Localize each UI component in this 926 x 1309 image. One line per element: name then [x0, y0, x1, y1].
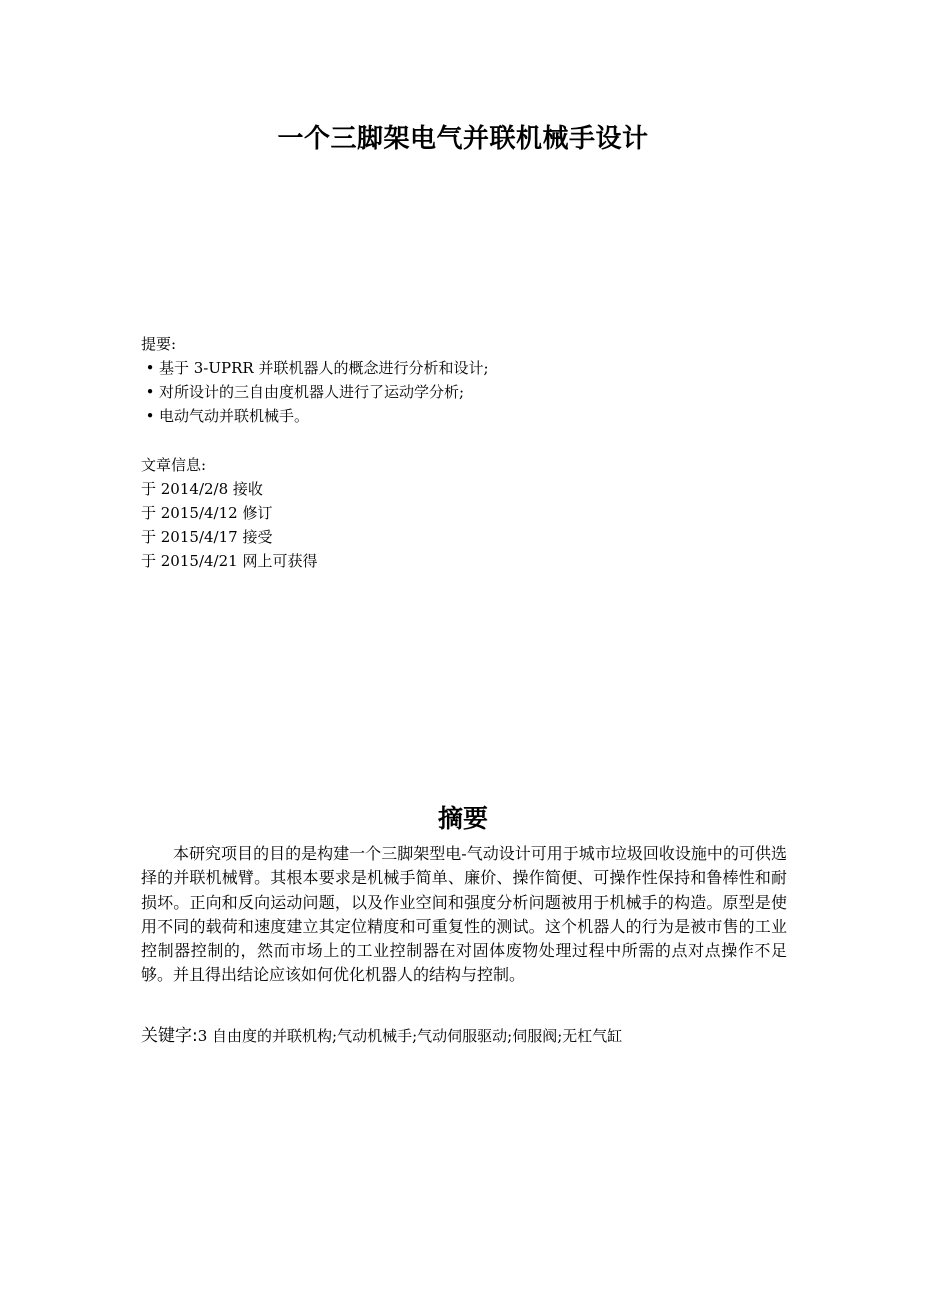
abstract-body: 本研究项目的目的是构建一个三脚架型电-气动设计可用于城市垃圾回收设施中的可供选择的并联机械臂。其根本要求是机械手简单、廉价、操作简便、可操作性保持和鲁棒性和耐损坏。正向和反向运动问题，以及作业空间和强度分析问题被用于机械手的构造。原型是使用不同的载荷和速度建立其定位精度和可重复性的测试。这个机器人的行为是被市售的工业控制器控制的，然而市场上的工业控制器在对固体废物处理过程中所需的点对点操作不足够。并且得出结论应该如何优化机器人的结构与控制。	[141, 844, 787, 985]
history-accepted: 于 2015/4/17 接受	[141, 528, 273, 546]
abstract-heading: 摘要	[437, 804, 488, 833]
history-received: 于 2014/2/8 接收	[141, 480, 263, 498]
highlight-text: 电动气动并联机械手。	[159, 407, 310, 425]
highlight-text: 对所设计的三自由度机器人进行了运动学分析;	[159, 383, 465, 401]
highlight-item	[141, 404, 801, 428]
keywords-line	[141, 1023, 841, 1049]
bullet-icon: •	[145, 383, 155, 401]
paper-title: 一个三脚架电气并联机械手设计	[277, 124, 649, 154]
article-info-label: 文章信息:	[141, 456, 207, 474]
keywords-label: 关键字:	[141, 1026, 198, 1046]
keywords-text: 3 自由度的并联机构;气动机械手;气动伺服驱动;伺服阀;无杠气缸	[197, 1027, 623, 1045]
history-revised: 于 2015/4/12 修订	[141, 504, 273, 522]
highlights-label: 提要:	[141, 335, 177, 353]
highlights-section	[141, 332, 801, 428]
bullet-icon: •	[145, 359, 155, 377]
highlights-list	[141, 356, 801, 428]
history-available-online: 于 2015/4/21 网上可获得	[141, 552, 318, 570]
highlight-text: 基于 3-UPRR 并联机器人的概念进行分析和设计;	[159, 359, 489, 377]
article-info-section	[141, 453, 801, 573]
highlight-item	[141, 356, 801, 380]
bullet-icon: •	[145, 407, 155, 425]
highlight-item	[141, 380, 801, 404]
